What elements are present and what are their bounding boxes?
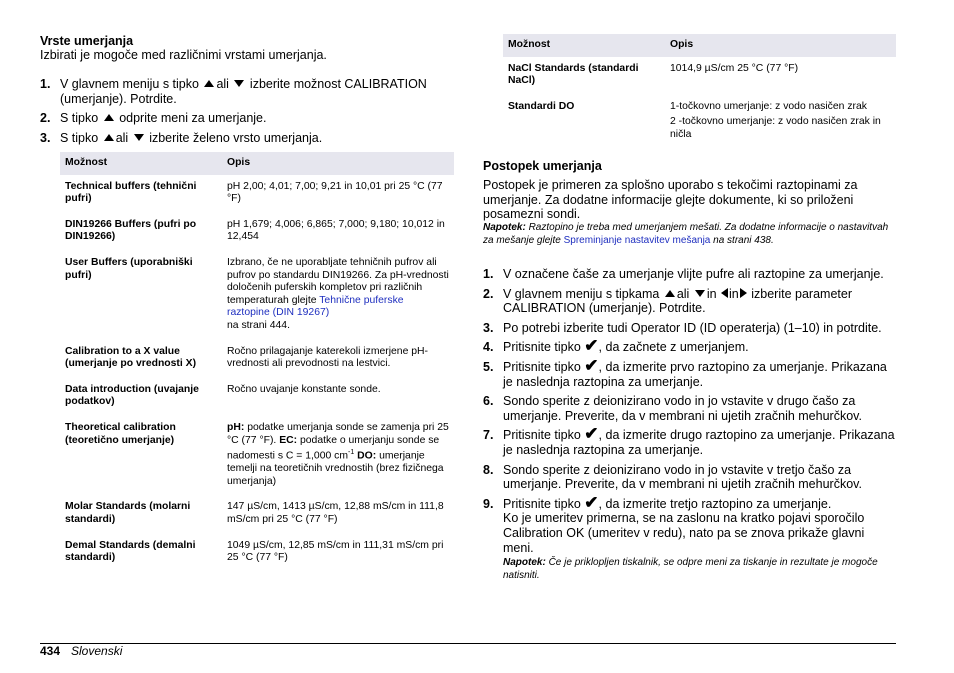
- page-number: 434: [40, 644, 61, 658]
- step-2: 2. V glavnem meniju s tipkama ali in in izberite parameter CALIBRATION (umerjanje). Potrdite.: [483, 286, 852, 316]
- step-1: 1. V glavnem meniju s tipko ali izberite možnost CALIBRATION (umerjanje). Potrdite.: [40, 77, 427, 106]
- step-7: 7. Pritisnite tipko ✔, da izmerite drugo raztopino za umerjanje. Prikazana je naslednja raztopina za umerjanje.: [483, 424, 895, 457]
- arrow-down-icon: [234, 80, 244, 87]
- procedure-intro: Postopek je primeren za splošno uporabo s tekočimi raztopinami za umerjanje. Za dodatne informacije glejte dokumente, ki so priloženi posamezni sondi.: [483, 178, 858, 222]
- table-header-description: Opis: [665, 34, 896, 57]
- step-2: 2. S tipko odprite meni za umerjanje.: [40, 111, 267, 126]
- arrow-left-icon: [721, 288, 728, 298]
- step-8: 8. Sondo sperite z deionizirano vodo in jo vstavite v tretjo čašo za umerjanje. Preverite, da v membrani ni ujetih zračnih mehurčkov.: [483, 462, 862, 492]
- calibration-options-table: [60, 152, 454, 572]
- section-heading-calibration-procedure: Postopek umerjanja: [483, 159, 602, 173]
- table-row: Technical buffers (tehnični pufri) pH 2,00; 4,01; 7,00; 9,21 in 10,01 pri 25 °C (77 °F): [60, 175, 454, 213]
- step-3: 3. Po potrebi izberite tudi Operator ID (ID operaterja) (1–10) in potrdite.: [483, 320, 882, 335]
- checkmark-icon: ✔: [584, 492, 599, 512]
- step-4: 4. Pritisnite tipko ✔, da začnete z umerjanjem.: [483, 336, 749, 356]
- checkmark-icon: ✔: [584, 336, 599, 356]
- step-6: 6. Sondo sperite z deionizirano vodo in jo vstavite v drugo čašo za umerjanje. Preverite, da v membrani ni ujetih zračnih mehurčkov.: [483, 394, 862, 423]
- procedure-steps: [483, 267, 896, 582]
- table-row: Standardi DO 1-točkovno umerjanje: z vodo nasičen zrak 2 -točkovno umerjanje: z vodo nasičen zrak in ničla: [503, 95, 896, 148]
- steps-list: [40, 77, 454, 145]
- arrow-down-icon: [695, 290, 705, 297]
- table-row: Demal Standards (demalni standardi) 1049 µS/cm, 12,85 mS/cm in 111,31 mS/cm pri 25 °C (77 °F): [60, 534, 454, 572]
- step-5: 5. Pritisnite tipko ✔, da izmerite prvo raztopino za umerjanje. Prikazana je naslednja raztopina za umerjanje.: [483, 355, 887, 389]
- arrow-up-icon: [104, 114, 114, 121]
- arrow-up-icon: [665, 290, 675, 297]
- table-header-description: Opis: [222, 152, 454, 175]
- table-row: Molar Standards (molarni standardi) 147 µS/cm, 1413 µS/cm, 12,88 mS/cm in 111,8 mS/cm pri 25 °C (77 °F): [60, 496, 454, 534]
- note-printer: Napotek: Če je priklopljen tiskalnik, se odpre meni za tiskanje in rezultate je mogoče natisniti.: [503, 557, 878, 582]
- table-row: NaCl Standards (standardi NaCl) 1014,9 µS/cm 25 °C (77 °F): [503, 57, 896, 95]
- checkmark-icon: ✔: [584, 355, 599, 375]
- step-3: 3. S tipko ali izberite želeno vrsto umerjanja.: [40, 130, 323, 145]
- step-9: 9. Pritisnite tipko ✔, da izmerite tretjo raztopino za umerjanje. Ko je umeritev primerna, se na zaslonu na kratko pojavi sporočilo Calibration OK (umeritev v redu), nato pa se znova prikaže glavni meni. Napotek: Če je priklopljen tiskalnik, se odpre meni za tiskanje in rezultate je mogoče natisniti.: [483, 497, 896, 582]
- arrow-up-icon: [204, 80, 214, 87]
- checkmark-icon: ✔: [584, 424, 599, 444]
- table-row: User Buffers (uporabniški pufri) Izbrano, če ne uporabljate tehničnih pufrov ali pufrov po standardu DIN19266. Za pH-vrednosti določenih puferskih kompletov pri različnih temperaturah glejte Tehnične puferske raztopine (DIN 19267) na strani 444.: [60, 251, 454, 340]
- arrow-right-icon: [740, 288, 747, 298]
- table-row: Calibration to a X value (umerjanje po vrednosti X) Ročno prilagajanje katerekoli izmerjene pH-vrednosti ali prevodnosti na lestvici.: [60, 340, 454, 378]
- table-row: DIN19266 Buffers (pufri po DIN19266) pH 1,679; 4,006; 6,865; 7,000; 9,180; 10,012 in 12,454: [60, 213, 454, 251]
- step-1: 1. V označene čaše za umerjanje vlijte pufre ali raztopine za umerjanje.: [483, 267, 884, 281]
- table-row: Theoretical calibration (teoretično umerjanje) pH: podatke umerjanja sonde se zamenja pri 25 °C (77 °F). EC: podatke o umerjanju sonde se nadomesti s C = 1,000 $cm^{-1}$ DO: umerjanje temelji na teoretičnih vrednostih (brez fizičnega umerjanja): [60, 416, 454, 495]
- calibration-options-table-continued: [503, 34, 896, 149]
- footer-divider: [40, 643, 896, 644]
- section-heading-calibration-types: Vrste umerjanja: [40, 34, 134, 48]
- table-header-option: Možnost: [503, 34, 665, 57]
- table-row: Data introduction (uvajanje podatkov) Ročno uvajanje konstante sonde.: [60, 378, 454, 416]
- link-stirring-settings[interactable]: Spreminjanje nastavitev mešanja: [563, 235, 711, 246]
- note-stirring: Napotek: Raztopino je treba med umerjanjem mešati. Za dodatne informacije o nastavitvah za mešanje glejte Spreminjanje nastavitev mešanja na strani 438.: [483, 222, 889, 246]
- intro-text: Izbirati je mogoče med različnimi vrstami umerjanja.: [40, 48, 327, 62]
- arrow-down-icon: [134, 134, 144, 141]
- link-technical-buffers[interactable]: Tehnične puferske raztopine (DIN 19267): [227, 294, 404, 319]
- table-header-option: Možnost: [60, 152, 222, 175]
- arrow-up-icon: [104, 134, 114, 141]
- footer-language: Slovenski: [71, 644, 123, 658]
